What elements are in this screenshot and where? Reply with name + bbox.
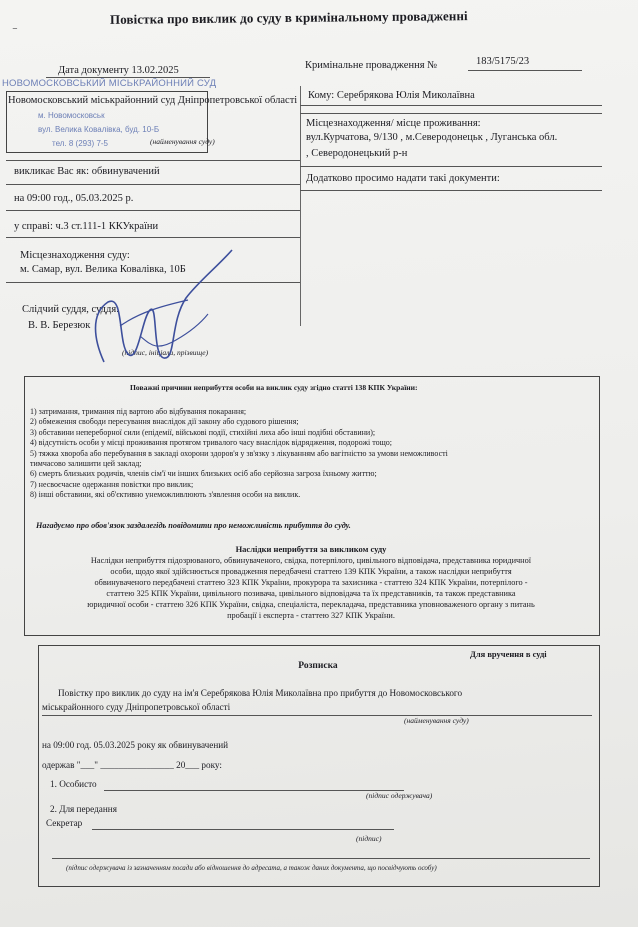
reason-item: 1) затримання, тримання під вартою або відбування покарання; [30,407,247,416]
recipient-caption: (підпис одержувача) [366,791,433,800]
notice: Нагадуємо про обов'язок заздалегідь повідомити про неможливість прибуття до суду. [36,521,351,530]
hearing-time: на 09:00 год., 05.03.2025 р. [14,193,134,204]
transfer-delivery: 2. Для передання [50,804,117,814]
document-date: Дата документу 13.02.2025 [58,65,179,76]
footer-caption: (підпис одержувача із зазначенням посади або відношення до адресата, а також даних документа, що посвідчують особу) [66,864,437,872]
stamp-line-4: тел. 8 (293) 7-5 [52,139,109,148]
receipt-line-2: міськрайонного суду Дніпропетровської області [42,702,231,712]
reason-item: 8) інші обставини, які об'єктивно унеможливлюють з'явлення особи на виклик. [30,490,301,500]
receipt-line-3: на 09:00 год. 05.03.2025 року як обвинувачений [42,740,229,750]
reason-item: 5) тяжка хвороба або перебування в закладі охорони здоров'я у зв'язку з лікуванням або вагітністю за умови неможливості [30,448,448,458]
reasons-title: Поважні причини неприбуття особи на виклик суду згідно статті 138 КПК України: [130,383,418,392]
reason-item: тимчасово залишити цей заклад; [30,459,142,469]
receipt-line-1: Повістку про виклик до суду на ім'я Серебрякова Юлія Миколаївна про прибуття до Новомосковського [58,688,463,698]
address-line-2: , Северодонецький р-н [306,148,408,159]
personal-delivery: 1. Особисто [50,779,97,789]
case-label: Кримінальне провадження № [305,60,438,71]
case-article: у справі: ч.3 ст.111-1 ККУкраїни [14,221,159,232]
reason-item: 4) відсутність особи у місці проживання протягом тривалого часу внаслідок відрядження, подорожі тощо; [30,438,392,448]
reason-item: 2) обмеження свободи пересування внаслідок дії закону або судового рішення; [30,417,299,427]
receipt-court-caption: (найменування суду) [404,716,469,725]
receipt-title: Розписка [298,661,338,671]
judge-signature [80,240,240,380]
stamp-line-1: НОВОМОСКОВСЬКИЙ МІСЬКРАЙОННИЙ СУД [2,78,217,89]
address-line-1: вул.Курчатова, 9/130 , м.Северодонецьк , Луганська обл. [306,132,558,143]
sign-caption: (підпис) [356,834,382,843]
summon-role: викликає Вас як: обвинувачений [14,166,160,177]
court-name: Новомосковський міськрайонний суд Дніпропетровської області [8,95,298,106]
address-label: Місцезнаходження/ місце проживання: [306,118,481,129]
secretary-label: Секретар [46,818,83,828]
recipient: Кому: Серебрякова Юлія Миколаївна [308,90,475,101]
case-number: 183/5175/23 [476,56,530,67]
stamp-line-2: м. Новомосковськ [38,111,105,120]
consequences-title: Наслідки неприбуття за викликом суду [235,544,387,554]
corner-mark: ⁻ [12,25,18,37]
reason-item: 6) смерть близьких родичів, членів сім'ї чи інших близьких осіб або серйозна загроза їхньому життю; [30,469,377,479]
stamp-line-3: вул. Велика Ковалівка, буд. 10-Б [38,125,160,134]
received-date: одержав "___" ________________ 20___ року: [42,760,222,770]
court-location: м. Самар, вул. Велика Ковалівка, 10Б [20,264,186,275]
judge-name: В. В. Березюк [28,320,91,331]
reason-item: 7) несвоєчасне одержання повістки про виклик; [30,479,194,489]
court-caption: (найменування суду) [150,137,215,146]
judge-label: Слідчий суддя, суддя: [22,304,120,315]
extra-documents: Додатково просимо надати такі документи: [306,173,500,184]
signature-caption: (підпис, ініціали, прізвище) [122,348,209,357]
court-location-label: Місцезнаходження суду: [20,250,130,261]
document-title: Повістка про виклик до суду в кримінальному провадженні [109,8,468,27]
reasons-list [30,407,590,501]
reason-item: 3) обставини непереборної сили (епідемії, військові події, стихійні лиха або інші подібні обставини); [30,427,376,437]
consequences-text: Наслідки неприбуття підозрюваного, обвинуваченого, свідка, потерпілого, цивільного відповідача, представника юридичної особи, щодо якої здійснюється провадження передбачені статтею 139 КПК України, а також наслідки неприбуття обвинуваченого передбачені статтею 323 КПК України, прокурора та захисника - статтею 324 КПК України, потерпілого - статтею 325 КПК України, цивільного позивача, цивільного відповідача та їх представників, та також представника юридичної особи - статтею 326 КПК України, свідка, спеціаліста, перекладача, представника уповноваженого органу з питань пробації і експерта - статтею 327 КПК України. [87,556,535,620]
receipt-corner: Для вручення в суді [470,649,547,659]
